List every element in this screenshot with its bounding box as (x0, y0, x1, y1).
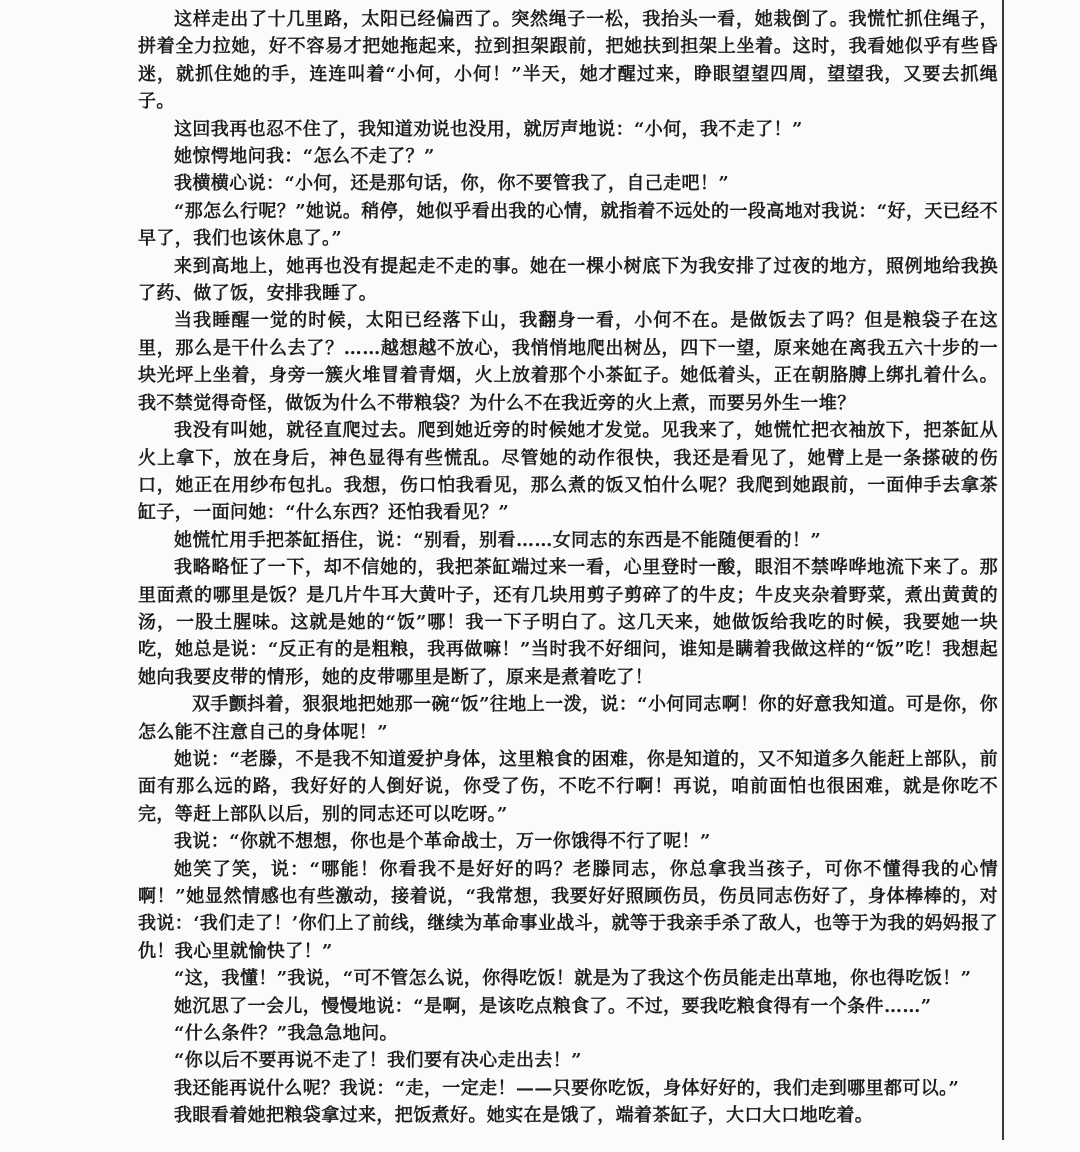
paragraph-1: 这样走出了十几里路，太阳已经偏西了。突然绳子一松，我抬头一看，她栽倒了。我慌忙抓住绳子，拼着全力拉她，好不容易才把她拖起来，拉到担架跟前，把她扶到担架上坐着。这时，我看她似乎有些昏迷，就抓住她的手，连连叫着“小何，小何！”半天，她才醒过来，睁眼望望四周，望望我，又要去抓绳子。 (138, 9, 998, 113)
paragraph-7: 当我睡醒一觉的时候，太阳已经落下山，我翻身一看，小何不在。是做饭去了吗？但是粮袋子在这里，那么是干什么去了？……越想越不放心，我悄悄地爬出树丛，四下一望，原来她在离我五六十步的一块光坪上坐着，身旁一簇火堆冒着青烟，火上放着那个小茶缸子。她低着头，正在朝胳膊上绑扎着什么。我不禁觉得奇怪，做饭为什么不带粮袋？为什么不在我近旁的火上煮，而要另外生一堆？ (138, 310, 998, 414)
paragraph-8: 我没有叫她，就径直爬过去。爬到她近旁的时候她才发觉。见我来了，她慌忙把衣袖放下，把茶缸从火上拿下，放在身后，神色显得有些慌乱。尽管她的动作很快，我还是看见了，她臂上是一条搽破的伤口，她正在用纱布包扎。我想，伤口怕我看见，那么煮的饭又怕什么呢？我爬到她跟前，一面伸手去拿茶缸子，一面问她：“什么东西？还怕我看见？” (138, 420, 998, 524)
paragraph-5: “那怎么行呢？”她说。稍停，她似乎看出我的心情，就指着不远处的一段高地对我说：“好，天已经不早了，我们也该休息了。” (138, 200, 998, 250)
paragraph-4: 我横横心说：“小何，还是那句话，你，你不要管我了，自己走吧！” (174, 173, 730, 195)
paragraph-14: 她笑了笑，说：“哪能！你看我不是好好的吗？老滕同志，你总拿我当孩子，可你不懂得我的心情啊！”她显然情感也有些激动，接着说，“我常想，我要好好照顾伤员，伤员同志伤好了，身体棒棒的，对我说：‘我们走了！’你们上了前线，继续为革命事业战斗，就等于我亲手杀了敌人，也等于为我的妈妈报了仇！我心里就愉快了！” (138, 858, 998, 962)
paragraph-19: 我还能再说什么呢？我说：“走，一定走！——只要你吃饭，身体好好的，我们走到哪里都可以。” (174, 1077, 960, 1099)
paragraph-20: 我眼看着她把粮袋拿过来，把饭煮好。她实在是饿了，端着茶缸子，大口大口地吃着。 (174, 1105, 874, 1127)
page-border-rule (1002, 0, 1004, 1140)
paragraph-2: 这回我再也忍不住了，我知道劝说也没用，就厉声地说：“小何，我不走了！” (174, 118, 803, 140)
paragraph-16: 她沉思了一会儿，慢慢地说：“是啊，是该吃点粮食了。不过，要我吃粮食得有一个条件……” (174, 995, 932, 1017)
paragraph-12: 她说：“老滕，不是我不知道爱护身体，这里粮食的困难，你是知道的，又不知道多久能赶上部队，前面有那么远的路，我好好的人倒好说，你受了伤，不吃不行啊！再说，咱前面怕也很困难，就是你吃不完，等赶上部队以后，别的同志还可以吃呀。” (138, 748, 998, 825)
paragraph-6: 来到高地上，她再也没有提起走不走的事。她在一棵小树底下为我安排了过夜的地方，照例地给我换了药、做了饭，安排我睡了。 (138, 255, 998, 305)
paragraph-13: 我说：“你就不想想，你也是个革命战士，万一你饿得不行了呢！” (174, 831, 711, 853)
paragraph-3: 她惊愕地问我：“怎么不走了？” (174, 146, 435, 168)
paragraph-15: “这，我懂！”我说，“可不管怎么说，你得吃饭！就是为了我这个伤员能走出草地，你也得吃饭！” (174, 968, 972, 990)
paragraph-9: 她慌忙用手把茶缸捂住，说：“别看，别看……女同志的东西是不能随便看的！” (174, 529, 822, 551)
story-text-block (138, 6, 998, 1130)
paragraph-10: 我略略怔了一下，却不信她的，我把茶缸端过来一看，心里登时一酸，眼泪不禁哗哗地流下来了。那里面煮的哪里是饭？是几片牛耳大黄叶子，还有几块用剪子剪碎了的牛皮；牛皮夹杂着野菜，煮出黄黄的汤，一股土腥味。这就是她的“饭”哪！我一下子明白了。这几天来，她做饭给我吃的时候，我要她一块吃，她总是说：“反正有的是粗粮，我再做嘛！”当时我不好细问，谁知是瞒着我做这样的“饭”吃！我想起她向我要皮带的情形，她的皮带哪里是断了，原来是煮着吃了！ (138, 557, 998, 688)
paragraph-18: “你以后不要再说不走了！我们要有决心走出去！” (174, 1050, 582, 1072)
paragraph-17: “什么条件？”我急急地问。 (174, 1023, 398, 1045)
paragraph-11: 双手颤抖着，狠狠地把她那一碗“饭”往地上一泼，说：“小何同志啊！你的好意我知道。可是你，你怎么能不注意自己的身体呢！” (138, 694, 998, 743)
